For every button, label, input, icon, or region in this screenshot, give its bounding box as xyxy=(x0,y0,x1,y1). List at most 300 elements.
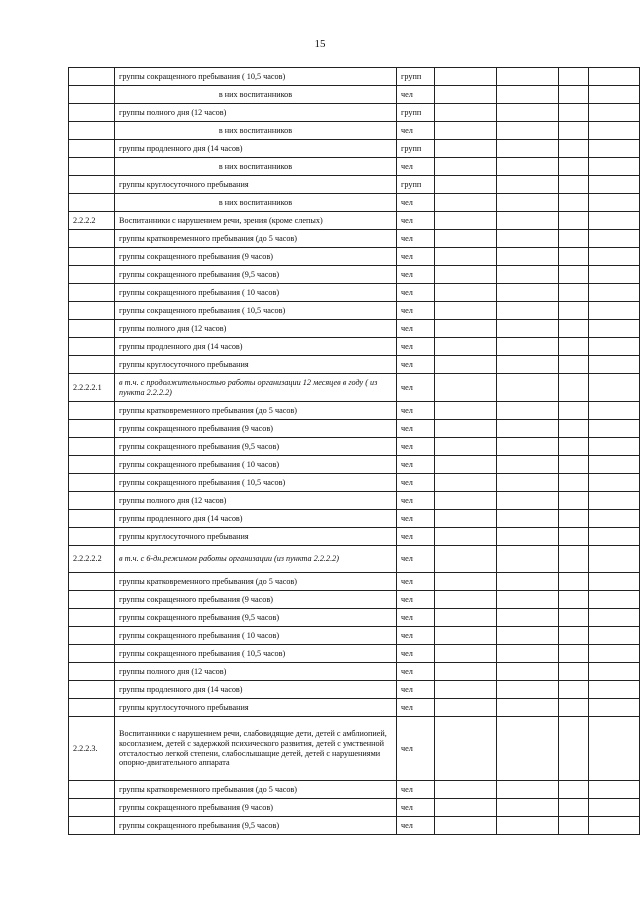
row-unit: чел xyxy=(397,212,435,230)
value-cell xyxy=(435,663,497,681)
table-row xyxy=(69,420,640,438)
value-cell xyxy=(497,474,559,492)
value-cell xyxy=(559,104,589,122)
value-cell xyxy=(589,266,640,284)
value-cell xyxy=(497,681,559,699)
row-indicator-name: группы полного дня (12 часов) xyxy=(115,663,397,681)
value-cell xyxy=(589,374,640,402)
row-code xyxy=(69,456,115,474)
value-cell xyxy=(589,68,640,86)
value-cell xyxy=(497,194,559,212)
row-code xyxy=(69,248,115,266)
value-cell xyxy=(435,591,497,609)
row-unit: групп xyxy=(397,176,435,194)
value-cell xyxy=(435,104,497,122)
value-cell xyxy=(559,122,589,140)
value-cell xyxy=(559,456,589,474)
row-indicator-name: группы сокращенного пребывания (9 часов) xyxy=(115,591,397,609)
table-row xyxy=(69,663,640,681)
row-code xyxy=(69,68,115,86)
row-code xyxy=(69,528,115,546)
value-cell xyxy=(589,663,640,681)
table-row xyxy=(69,194,640,212)
value-cell xyxy=(435,627,497,645)
value-cell xyxy=(559,609,589,627)
value-cell xyxy=(559,194,589,212)
value-cell xyxy=(559,338,589,356)
table-row xyxy=(69,645,640,663)
row-code xyxy=(69,230,115,248)
value-cell xyxy=(559,320,589,338)
row-unit: чел xyxy=(397,320,435,338)
row-code xyxy=(69,338,115,356)
value-cell xyxy=(589,438,640,456)
row-code xyxy=(69,474,115,492)
value-cell xyxy=(559,86,589,104)
table-row xyxy=(69,681,640,699)
table-row xyxy=(69,68,640,86)
row-code xyxy=(69,799,115,817)
table-row xyxy=(69,104,640,122)
value-cell xyxy=(497,528,559,546)
value-cell xyxy=(559,799,589,817)
value-cell xyxy=(497,356,559,374)
row-indicator-name: группы кратковременного пребывания (до 5 часов) xyxy=(115,781,397,799)
value-cell xyxy=(435,474,497,492)
row-code xyxy=(69,266,115,284)
value-cell xyxy=(589,248,640,266)
row-indicator-name: группы круглосуточного пребывания xyxy=(115,176,397,194)
value-cell xyxy=(435,546,497,573)
value-cell xyxy=(559,68,589,86)
row-code xyxy=(69,420,115,438)
value-cell xyxy=(589,781,640,799)
value-cell xyxy=(435,338,497,356)
value-cell xyxy=(559,374,589,402)
row-code xyxy=(69,438,115,456)
row-unit: чел xyxy=(397,510,435,528)
row-indicator-name: группы круглосуточного пребывания xyxy=(115,699,397,717)
table-row xyxy=(69,609,640,627)
value-cell xyxy=(435,284,497,302)
value-cell xyxy=(497,158,559,176)
row-code: 2.2.2.2 xyxy=(69,212,115,230)
row-indicator-name: группы сокращенного пребывания (9 часов) xyxy=(115,420,397,438)
row-unit: чел xyxy=(397,474,435,492)
value-cell xyxy=(497,302,559,320)
value-cell xyxy=(589,338,640,356)
row-unit: чел xyxy=(397,194,435,212)
value-cell xyxy=(589,356,640,374)
value-cell xyxy=(435,609,497,627)
value-cell xyxy=(559,474,589,492)
row-code xyxy=(69,781,115,799)
value-cell xyxy=(497,402,559,420)
value-cell xyxy=(497,645,559,663)
value-cell xyxy=(589,230,640,248)
row-indicator-name: группы продленного дня (14 часов) xyxy=(115,338,397,356)
row-indicator-name: группы кратковременного пребывания (до 5 часов) xyxy=(115,230,397,248)
row-unit: чел xyxy=(397,302,435,320)
value-cell xyxy=(559,302,589,320)
value-cell xyxy=(435,781,497,799)
value-cell xyxy=(589,140,640,158)
value-cell xyxy=(559,402,589,420)
row-indicator-name: группы сокращенного пребывания ( 10 часов) xyxy=(115,284,397,302)
value-cell xyxy=(435,158,497,176)
value-cell xyxy=(435,456,497,474)
row-code xyxy=(69,699,115,717)
row-code xyxy=(69,591,115,609)
table-row xyxy=(69,302,640,320)
row-unit: чел xyxy=(397,781,435,799)
value-cell xyxy=(589,717,640,781)
row-unit: чел xyxy=(397,374,435,402)
value-cell xyxy=(435,86,497,104)
value-cell xyxy=(559,212,589,230)
value-cell xyxy=(435,122,497,140)
value-cell xyxy=(497,140,559,158)
row-unit: чел xyxy=(397,122,435,140)
value-cell xyxy=(497,799,559,817)
table-row xyxy=(69,456,640,474)
value-cell xyxy=(497,176,559,194)
value-cell xyxy=(589,122,640,140)
value-cell xyxy=(559,492,589,510)
value-cell xyxy=(589,302,640,320)
table-row xyxy=(69,158,640,176)
row-code xyxy=(69,402,115,420)
value-cell xyxy=(435,817,497,835)
value-cell xyxy=(559,817,589,835)
row-indicator-name: группы сокращенного пребывания (9,5 часов) xyxy=(115,609,397,627)
table-row xyxy=(69,140,640,158)
row-unit: чел xyxy=(397,699,435,717)
row-unit: чел xyxy=(397,817,435,835)
row-code xyxy=(69,284,115,302)
row-code xyxy=(69,627,115,645)
row-unit: чел xyxy=(397,438,435,456)
value-cell xyxy=(497,266,559,284)
row-unit: чел xyxy=(397,546,435,573)
value-cell xyxy=(497,663,559,681)
value-cell xyxy=(589,420,640,438)
table-row xyxy=(69,474,640,492)
value-cell xyxy=(435,68,497,86)
statistics-table xyxy=(68,67,640,835)
value-cell xyxy=(589,699,640,717)
row-unit: чел xyxy=(397,230,435,248)
table-row xyxy=(69,402,640,420)
row-indicator-name: в них воспитанников xyxy=(115,158,397,176)
table-row xyxy=(69,266,640,284)
row-code xyxy=(69,140,115,158)
row-unit: чел xyxy=(397,645,435,663)
row-indicator-name: в них воспитанников xyxy=(115,194,397,212)
row-code xyxy=(69,817,115,835)
value-cell xyxy=(497,248,559,266)
row-code xyxy=(69,302,115,320)
value-cell xyxy=(559,699,589,717)
value-cell xyxy=(589,492,640,510)
value-cell xyxy=(435,248,497,266)
table-row xyxy=(69,591,640,609)
table-row xyxy=(69,86,640,104)
value-cell xyxy=(497,320,559,338)
row-code xyxy=(69,176,115,194)
row-indicator-name: группы сокращенного пребывания (9 часов) xyxy=(115,799,397,817)
value-cell xyxy=(435,320,497,338)
value-cell xyxy=(589,402,640,420)
table-row xyxy=(69,799,640,817)
row-code xyxy=(69,510,115,528)
row-code xyxy=(69,194,115,212)
value-cell xyxy=(435,528,497,546)
value-cell xyxy=(589,176,640,194)
page-number: 15 xyxy=(314,38,326,50)
row-unit: чел xyxy=(397,356,435,374)
value-cell xyxy=(435,194,497,212)
row-unit: чел xyxy=(397,158,435,176)
row-indicator-name: в них воспитанников xyxy=(115,86,397,104)
value-cell xyxy=(559,681,589,699)
table-row xyxy=(69,573,640,591)
table-row xyxy=(69,248,640,266)
table-row xyxy=(69,546,640,573)
value-cell xyxy=(497,212,559,230)
row-code: 2.2.2.2.1 xyxy=(69,374,115,402)
row-unit: чел xyxy=(397,799,435,817)
value-cell xyxy=(497,627,559,645)
row-indicator-name: в т.ч. с продолжительностью работы организации 12 месяцев в году ( из пункта 2.2.2.2) xyxy=(115,374,397,402)
table-row xyxy=(69,176,640,194)
table-row xyxy=(69,510,640,528)
row-unit: чел xyxy=(397,528,435,546)
value-cell xyxy=(589,573,640,591)
table-row xyxy=(69,320,640,338)
row-indicator-name: группы кратковременного пребывания (до 5 часов) xyxy=(115,573,397,591)
row-indicator-name: группы сокращенного пребывания ( 10 часов) xyxy=(115,627,397,645)
table-row xyxy=(69,374,640,402)
value-cell xyxy=(497,781,559,799)
value-cell xyxy=(435,681,497,699)
value-cell xyxy=(559,266,589,284)
row-code xyxy=(69,663,115,681)
row-indicator-name: группы круглосуточного пребывания xyxy=(115,356,397,374)
value-cell xyxy=(589,591,640,609)
row-unit: чел xyxy=(397,573,435,591)
value-cell xyxy=(559,591,589,609)
row-code: 2.2.2.3. xyxy=(69,717,115,781)
value-cell xyxy=(497,546,559,573)
value-cell xyxy=(589,528,640,546)
value-cell xyxy=(559,546,589,573)
value-cell xyxy=(435,356,497,374)
value-cell xyxy=(435,717,497,781)
value-cell xyxy=(559,573,589,591)
value-cell xyxy=(559,176,589,194)
table-row xyxy=(69,817,640,835)
row-indicator-name: группы сокращенного пребывания ( 10 часов) xyxy=(115,456,397,474)
row-indicator-name: Воспитанники с нарушением речи, зрения (кроме слепых) xyxy=(115,212,397,230)
row-code xyxy=(69,320,115,338)
value-cell xyxy=(497,573,559,591)
value-cell xyxy=(435,402,497,420)
value-cell xyxy=(559,510,589,528)
value-cell xyxy=(559,528,589,546)
row-indicator-name: группы сокращенного пребывания (9,5 часов) xyxy=(115,817,397,835)
value-cell xyxy=(435,140,497,158)
row-code xyxy=(69,681,115,699)
row-indicator-name: в них воспитанников xyxy=(115,122,397,140)
value-cell xyxy=(497,104,559,122)
value-cell xyxy=(589,86,640,104)
value-cell xyxy=(435,699,497,717)
row-unit: чел xyxy=(397,420,435,438)
value-cell xyxy=(559,627,589,645)
row-code xyxy=(69,573,115,591)
value-cell xyxy=(497,510,559,528)
value-cell xyxy=(589,546,640,573)
value-cell xyxy=(589,194,640,212)
value-cell xyxy=(497,591,559,609)
row-indicator-name: группы полного дня (12 часов) xyxy=(115,104,397,122)
value-cell xyxy=(559,140,589,158)
value-cell xyxy=(589,474,640,492)
value-cell xyxy=(589,609,640,627)
row-indicator-name: Воспитанники с нарушением речи, слабовидящие дети, детей с амблиопией, косоглазием, детей с задержкой психического развития, детей с умственной отсталостью легкой степени, слабослышащие детей, детей с нарушениями опорно-двигательного аппарата xyxy=(115,717,397,781)
table-row xyxy=(69,122,640,140)
table-row xyxy=(69,438,640,456)
value-cell xyxy=(435,799,497,817)
value-cell xyxy=(497,284,559,302)
table-row xyxy=(69,492,640,510)
row-code xyxy=(69,104,115,122)
row-unit: чел xyxy=(397,338,435,356)
row-unit: групп xyxy=(397,104,435,122)
value-cell xyxy=(589,456,640,474)
value-cell xyxy=(559,248,589,266)
row-indicator-name: группы круглосуточного пребывания xyxy=(115,528,397,546)
value-cell xyxy=(559,158,589,176)
row-code xyxy=(69,609,115,627)
value-cell xyxy=(435,645,497,663)
value-cell xyxy=(559,781,589,799)
row-indicator-name: группы продленного дня (14 часов) xyxy=(115,681,397,699)
value-cell xyxy=(435,230,497,248)
value-cell xyxy=(589,817,640,835)
row-code xyxy=(69,492,115,510)
value-cell xyxy=(435,212,497,230)
value-cell xyxy=(589,104,640,122)
row-code xyxy=(69,86,115,104)
value-cell xyxy=(589,212,640,230)
row-unit: чел xyxy=(397,681,435,699)
table-row xyxy=(69,528,640,546)
value-cell xyxy=(435,573,497,591)
table-row xyxy=(69,338,640,356)
row-indicator-name: группы сокращенного пребывания ( 10,5 часов) xyxy=(115,645,397,663)
value-cell xyxy=(589,645,640,663)
value-cell xyxy=(497,717,559,781)
value-cell xyxy=(589,627,640,645)
value-cell xyxy=(497,420,559,438)
value-cell xyxy=(559,438,589,456)
table-row xyxy=(69,230,640,248)
value-cell xyxy=(497,438,559,456)
value-cell xyxy=(497,817,559,835)
value-cell xyxy=(497,230,559,248)
row-indicator-name: группы продленного дня (14 часов) xyxy=(115,140,397,158)
value-cell xyxy=(497,338,559,356)
value-cell xyxy=(435,176,497,194)
row-unit: чел xyxy=(397,627,435,645)
value-cell xyxy=(435,266,497,284)
value-cell xyxy=(589,320,640,338)
table-row xyxy=(69,781,640,799)
row-code xyxy=(69,158,115,176)
table-body xyxy=(69,68,640,835)
row-unit: чел xyxy=(397,591,435,609)
row-unit: чел xyxy=(397,266,435,284)
row-unit: чел xyxy=(397,492,435,510)
row-unit: групп xyxy=(397,68,435,86)
value-cell xyxy=(559,663,589,681)
row-indicator-name: группы сокращенного пребывания ( 10,5 часов) xyxy=(115,302,397,320)
row-unit: чел xyxy=(397,402,435,420)
row-indicator-name: в т.ч. с 6-дн.режимом работы организации (из пункта 2.2.2.2) xyxy=(115,546,397,573)
value-cell xyxy=(589,284,640,302)
row-indicator-name: группы сокращенного пребывания ( 10,5 часов) xyxy=(115,68,397,86)
value-cell xyxy=(497,86,559,104)
row-indicator-name: группы продленного дня (14 часов) xyxy=(115,510,397,528)
value-cell xyxy=(589,510,640,528)
row-indicator-name: группы полного дня (12 часов) xyxy=(115,320,397,338)
value-cell xyxy=(559,645,589,663)
table-row xyxy=(69,627,640,645)
value-cell xyxy=(497,374,559,402)
row-indicator-name: группы сокращенного пребывания (9 часов) xyxy=(115,248,397,266)
row-indicator-name: группы полного дня (12 часов) xyxy=(115,492,397,510)
row-unit: групп xyxy=(397,140,435,158)
value-cell xyxy=(559,420,589,438)
value-cell xyxy=(559,717,589,781)
row-unit: чел xyxy=(397,717,435,781)
table-row xyxy=(69,699,640,717)
value-cell xyxy=(589,799,640,817)
value-cell xyxy=(435,438,497,456)
row-indicator-name: группы сокращенного пребывания ( 10,5 часов) xyxy=(115,474,397,492)
row-code xyxy=(69,122,115,140)
row-unit: чел xyxy=(397,663,435,681)
row-unit: чел xyxy=(397,609,435,627)
row-indicator-name: группы кратковременного пребывания (до 5 часов) xyxy=(115,402,397,420)
value-cell xyxy=(435,302,497,320)
row-unit: чел xyxy=(397,456,435,474)
value-cell xyxy=(497,456,559,474)
table-row xyxy=(69,284,640,302)
value-cell xyxy=(497,699,559,717)
table-row xyxy=(69,356,640,374)
value-cell xyxy=(497,609,559,627)
table-row xyxy=(69,717,640,781)
row-code xyxy=(69,356,115,374)
value-cell xyxy=(435,374,497,402)
row-indicator-name: группы сокращенного пребывания (9,5 часов) xyxy=(115,438,397,456)
value-cell xyxy=(559,284,589,302)
row-code: 2.2.2.2.2 xyxy=(69,546,115,573)
value-cell xyxy=(497,122,559,140)
